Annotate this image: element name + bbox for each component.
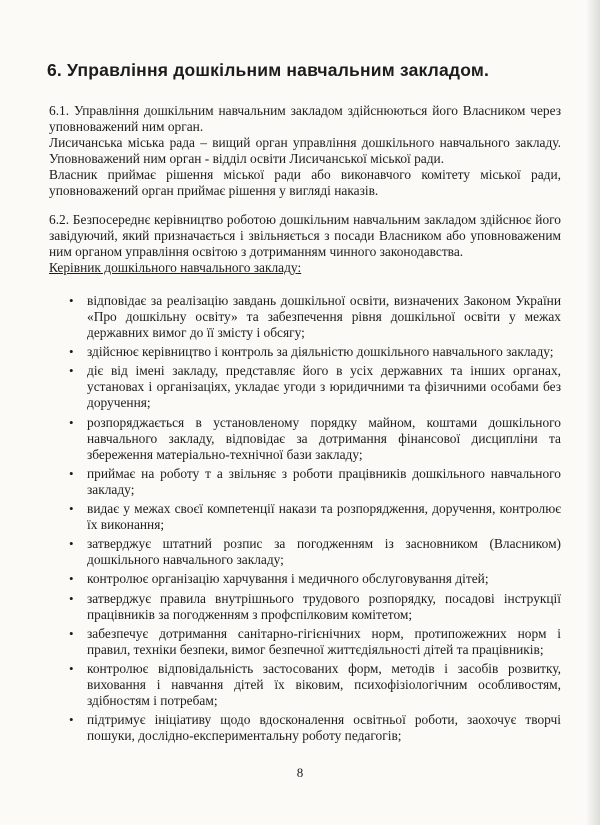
list-item-text: приймає на роботу т а звільняє з роботи працівників дошкільного навчального закладу;: [87, 465, 561, 497]
list-item: [49, 712, 561, 744]
paragraph-6-1-line: Власник приймає рішення міської ради або виконавчого комітету міської ради, уповноважений орган приймає рішення у вигляді наказів.: [49, 167, 561, 198]
list-item-text: контролює організацію харчування і медичного обслуговування дітей;: [87, 571, 489, 587]
list-item-text: розпоряджається в установленому порядку майном, коштами дошкільного навчального закладу, відповідає за дотримання фінансової дисципліни та збереження матеріально-технічної бази закладу;: [87, 414, 561, 462]
bullet-icon: •: [69, 465, 74, 481]
paragraph-6-1: [49, 103, 561, 199]
paragraph-6-1-line: Лисичанська міська рада – вищий орган управління дошкільного навчального закладу. Уповноважений ним орган - відділ освіти Лисичанської міської ради.: [49, 135, 561, 166]
paragraph-6-2-text: 6.2. Безпосереднє керівництво роботою дошкільним навчальним закладом здійснює його завідуючий, який призначається і звільняється з посади Власником або уповноваженим ним органом управління освітою з дотриманням чинного законодавства.: [49, 212, 561, 259]
list-item: [49, 501, 561, 533]
bullet-icon: •: [69, 344, 74, 360]
bullet-icon: •: [69, 625, 74, 641]
paragraph-6-1-line: 6.1. Управління дошкільним навчальним закладом здійснюються його Власником через уповноважений ним орган.: [49, 103, 561, 134]
list-item: [49, 415, 561, 463]
list-item: [49, 571, 561, 587]
list-item-text: затверджує правила внутрішнього трудового розпорядку, посадові інструкції працівників за погодженням з профспілковим комітетом;: [87, 590, 561, 622]
list-item: [49, 626, 561, 658]
bullet-icon: •: [69, 660, 74, 676]
page-number: 8: [296, 765, 304, 780]
list-item-text: контролює відповідальність застосованих форм, методів і засобів розвитку, виховання і навчання дітей їх віковим, психофізіологічним особливостям, здібностям і потребам;: [87, 660, 561, 708]
paragraph-6-2: [49, 212, 561, 276]
list-item: [49, 293, 561, 341]
list-item-text: діє від імені закладу, представляє його в усіх державних та інших органах, установах і організаціях, укладає угоди з юридичними та фізичними особами без доручення;: [87, 363, 561, 411]
list-item-text: відповідає за реалізацію завдань дошкільної освіти, визначених Законом України «Про дошкільну освіту» та забезпечення рівня дошкільної освіти у межах державних вимог до її змісту і обсягу;: [87, 293, 561, 340]
bullet-icon: •: [69, 571, 74, 587]
bullet-icon: •: [69, 293, 74, 308]
bullet-icon: •: [69, 500, 74, 516]
list-item: [49, 591, 561, 623]
section-heading: 6. Управління дошкільним навчальним закладом.: [47, 60, 490, 80]
bullet-icon: •: [69, 363, 74, 379]
list-item-text: забезпечує дотримання санітарно-гігієнічних норм, протипожежних норм і правил, техніки безпеки, вимог безпечної життєдіяльності дітей та працівників;: [87, 625, 561, 657]
list-item-text: видає у межах своєї компетенції накази та розпорядження, доручення, контролює їх виконання;: [87, 500, 561, 532]
list-item: [49, 363, 561, 411]
list-item-text: затверджує штатний розпис за погодженням із засновником (Власником) дошкільного навчального закладу;: [87, 536, 561, 568]
bullet-icon: •: [69, 712, 74, 728]
bullet-icon: •: [69, 590, 74, 606]
list-item-text: здійснює керівництво і контроль за діяльністю дошкільного навчального закладу;: [87, 344, 554, 360]
list-item: [49, 344, 561, 360]
page-edge-shadow: [586, 0, 600, 825]
list-item: [49, 536, 561, 568]
list-item-text: підтримує ініціативу щодо вдосконалення освітньої роботи, заохочує творчі пошуки, дослідно-експериментальну роботу педагогів;: [87, 712, 561, 744]
bullet-icon: •: [69, 536, 74, 552]
list-item: [49, 661, 561, 709]
bullet-icon: •: [69, 414, 74, 430]
paragraph-6-2-subheading: Керівник дошкільного навчального закладу:: [49, 260, 302, 275]
duties-list: [49, 293, 561, 747]
list-item: [49, 466, 561, 498]
